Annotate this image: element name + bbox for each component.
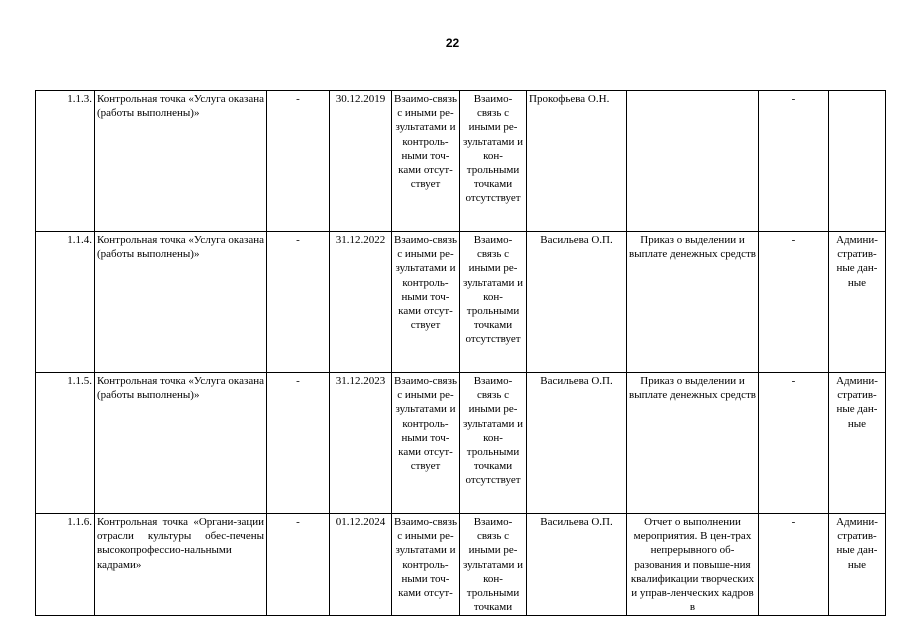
- data-source: Админи-стратив-ные дан-ные: [829, 514, 886, 616]
- predecessor-link: Взаимо-связь с иными ре-зультатами и контроль-ными точ-ками отсут-ствует: [392, 373, 460, 514]
- end-date-cell: 01.12.2024: [330, 514, 392, 616]
- start-date-cell: -: [267, 91, 330, 232]
- level-cell: -: [759, 91, 829, 232]
- responsible-person: Прокофьева О.Н.: [527, 91, 627, 232]
- start-date-cell: -: [267, 514, 330, 616]
- table-row: [36, 373, 886, 514]
- table-row: [36, 514, 886, 616]
- point-number: 1.1.3.: [36, 91, 95, 232]
- responsible-person: Васильева О.П.: [527, 373, 627, 514]
- successor-link: Взаимо-связь с иными ре-зультатами и кон-трольными точками: [460, 514, 527, 616]
- point-number: 1.1.6.: [36, 514, 95, 616]
- predecessor-link: Взаимо-связь с иными ре-зультатами и контроль-ными точ-ками отсут-ствует: [392, 91, 460, 232]
- data-source: [829, 91, 886, 232]
- level-cell: -: [759, 373, 829, 514]
- point-name: Контрольная точка «Услуга оказана (работы выполнены)»: [95, 91, 267, 232]
- end-date-cell: 31.12.2022: [330, 232, 392, 373]
- point-number: 1.1.4.: [36, 232, 95, 373]
- table-row: [36, 91, 886, 232]
- predecessor-link: Взаимо-связь с иными ре-зультатами и контроль-ными точ-ками отсут-: [392, 514, 460, 616]
- successor-link: Взаимо-связь с иными ре-зультатами и кон-трольными точками отсутствует: [460, 232, 527, 373]
- point-name: Контрольная точка «Услуга оказана (работы выполнены)»: [95, 232, 267, 373]
- end-date-cell: 31.12.2023: [330, 373, 392, 514]
- data-source: Админи-стратив-ные дан-ные: [829, 232, 886, 373]
- level-cell: -: [759, 232, 829, 373]
- point-name: Контрольная точка «Органи-зации отрасли культуры обес-печены высокопрофессио-нальными кадрами»: [95, 514, 267, 616]
- control-points-table: [35, 90, 886, 616]
- responsible-person: Васильева О.П.: [527, 514, 627, 616]
- end-date-cell: 30.12.2019: [330, 91, 392, 232]
- result-document: [627, 91, 759, 232]
- table-row: [36, 232, 886, 373]
- predecessor-link: Взаимо-связь с иными ре-зультатами и контроль-ными точ-ками отсут-ствует: [392, 232, 460, 373]
- responsible-person: Васильева О.П.: [527, 232, 627, 373]
- data-source: Админи-стратив-ные дан-ные: [829, 373, 886, 514]
- point-name: Контрольная точка «Услуга оказана (работы выполнены)»: [95, 373, 267, 514]
- successor-link: Взаимо-связь с иными ре-зультатами и кон-трольными точками отсутствует: [460, 91, 527, 232]
- result-document: Приказ о выделении и выплате денежных средств: [627, 373, 759, 514]
- result-document: Отчет о выполнении мероприятия. В цен-трах непрерывного об-разования и повыше-ния квалификации творческих и управ-ленческих кадров в: [627, 514, 759, 616]
- start-date-cell: -: [267, 373, 330, 514]
- level-cell: -: [759, 514, 829, 616]
- page-number: 22: [445, 36, 460, 50]
- point-number: 1.1.5.: [36, 373, 95, 514]
- result-document: Приказ о выделении и выплате денежных средств: [627, 232, 759, 373]
- start-date-cell: -: [267, 232, 330, 373]
- successor-link: Взаимо-связь с иными ре-зультатами и кон-трольными точками отсутствует: [460, 373, 527, 514]
